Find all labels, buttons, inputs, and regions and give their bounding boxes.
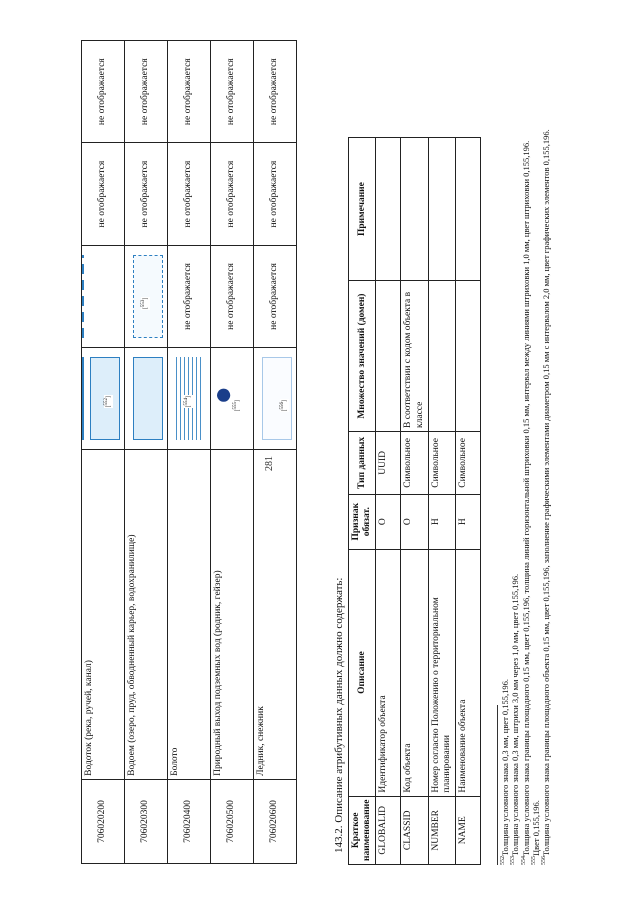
attr-domain: [376, 281, 401, 432]
attr-domain: В соответствии с кодом объекта в классе: [401, 281, 428, 432]
table-row: [82, 41, 125, 864]
table-row: [401, 138, 428, 865]
column-header: Признак обязат.: [349, 494, 376, 549]
attr-required: О: [401, 494, 428, 549]
table-row: [456, 138, 481, 865]
status-cell: не отображается: [168, 245, 211, 347]
column-header: Описание: [349, 549, 376, 796]
status-cell: не отображается: [168, 41, 211, 143]
attr-abbr: CLASSID: [401, 796, 428, 864]
symbol-cell: [125, 245, 168, 347]
symbol-cell: [125, 348, 168, 450]
symbols-table: [81, 40, 297, 864]
footnote: $^{554}$Толщина условного знака границы площадного 0,15 мм, цвет 0,155,196, толщина линий горизонтальной штриховки 0,15 мм, интервал между линиями штриховки 1,0 мм, цвет штриховки 0,155,196.: [520, 140, 531, 865]
footnote-ref: [$^{553}$]: [141, 297, 149, 310]
attr-type: Символьное: [428, 431, 455, 494]
attr-type: Символьное: [456, 431, 481, 494]
object-description: Ледник, снежник: [254, 450, 297, 779]
attr-domain: [456, 281, 481, 432]
status-cell: не отображается: [254, 143, 297, 245]
attr-note: [401, 138, 428, 281]
table-row: [428, 138, 455, 865]
status-cell: не отображается: [211, 245, 254, 347]
footnote: $^{553}$Толщина условного знака 0,3 мм, штрихи 3,0 мм через 1,0 мм, цвет 0,155,196.: [510, 573, 521, 865]
attr-description: Наименование объекта: [456, 549, 481, 796]
column-header: Тип данных: [349, 431, 376, 494]
footnote-separator: [497, 705, 498, 865]
section-heading: 143.2. Описание атрибутивных данных должно содержать:: [333, 577, 345, 853]
spring-icon: ⬤: [215, 387, 230, 403]
attr-description: Идентификатор объекта: [376, 549, 401, 796]
page-number: 281: [264, 456, 275, 471]
object-description: Водоток (река, ручей, канал): [82, 450, 125, 779]
table-header-row: [349, 138, 376, 865]
attr-domain: [428, 281, 455, 432]
object-description: Болото: [168, 450, 211, 779]
attr-type: Символьное: [401, 431, 428, 494]
footnote-ref: [$^{556}$]: [280, 400, 288, 412]
footnote: $^{555}$Цвет 0,155,196.: [530, 800, 541, 865]
object-code: 706020400: [168, 779, 211, 863]
attr-type: UUID: [376, 431, 401, 494]
attr-abbr: NAME: [456, 796, 481, 864]
table-row: [125, 41, 168, 864]
table-row: [211, 41, 254, 864]
footnote-ref: [$^{552}$]: [104, 396, 112, 408]
object-description: Водоем (озеро, пруд, обводненный карьер, водохранилище): [125, 450, 168, 779]
symbol-cell: [82, 348, 125, 450]
attr-abbr: NUMBER: [428, 796, 455, 864]
object-code: 706020200: [82, 779, 125, 863]
attr-required: Н: [456, 494, 481, 549]
status-cell: не отображается: [211, 41, 254, 143]
status-cell: не отображается: [125, 41, 168, 143]
object-code: 706020500: [211, 779, 254, 863]
object-description: Природный выход подземных вод (родник, гейзер): [211, 450, 254, 779]
attr-description: Номер согласно Положению о территориальном планировании: [428, 549, 455, 796]
symbol-cell: [82, 245, 125, 347]
attr-required: О: [376, 494, 401, 549]
reservoir-symbol: [133, 357, 163, 440]
symbol-cell: [254, 348, 297, 450]
footnote-ref: [$^{555}$]: [233, 400, 241, 412]
attr-note: [456, 138, 481, 281]
status-cell: не отображается: [125, 143, 168, 245]
status-cell: не отображается: [82, 41, 125, 143]
symbol-cell: [168, 348, 211, 450]
column-header: Краткое наименование: [349, 796, 376, 864]
attributes-table: [348, 137, 481, 865]
column-header: Примечание: [349, 138, 376, 281]
attr-abbr: GLOBALID: [376, 796, 401, 864]
status-cell: не отображается: [168, 143, 211, 245]
column-header: Множество значений (домен): [349, 281, 376, 432]
attr-required: Н: [428, 494, 455, 549]
object-code: 706020600: [254, 779, 297, 863]
table-row: [254, 41, 297, 864]
object-code: 706020300: [125, 779, 168, 863]
attr-note: [376, 138, 401, 281]
status-cell: не отображается: [211, 143, 254, 245]
symbol-cell: [211, 348, 254, 450]
attr-description: Код объекта: [401, 549, 428, 796]
status-cell: не отображается: [254, 41, 297, 143]
status-cell: не отображается: [82, 143, 125, 245]
status-cell: не отображается: [254, 245, 297, 347]
footnote: $^{552}$Толщина условного знака 0,3 мм, цвет 0,155,196.: [499, 678, 510, 865]
footnote: $^{556}$Толщина условного знака границы площадного объекта 0,15 мм, цвет 0,155,196, заполнение графическими элементами диаметром 0,15 мм с интервалом 2,0 мм, цвет графических элементов 0,155,196.: [541, 129, 552, 865]
footnote-ref: [$^{554}$]: [184, 396, 192, 408]
table-row: [168, 41, 211, 864]
table-row: [376, 138, 401, 865]
footnotes: [500, 55, 552, 865]
attr-note: [428, 138, 455, 281]
